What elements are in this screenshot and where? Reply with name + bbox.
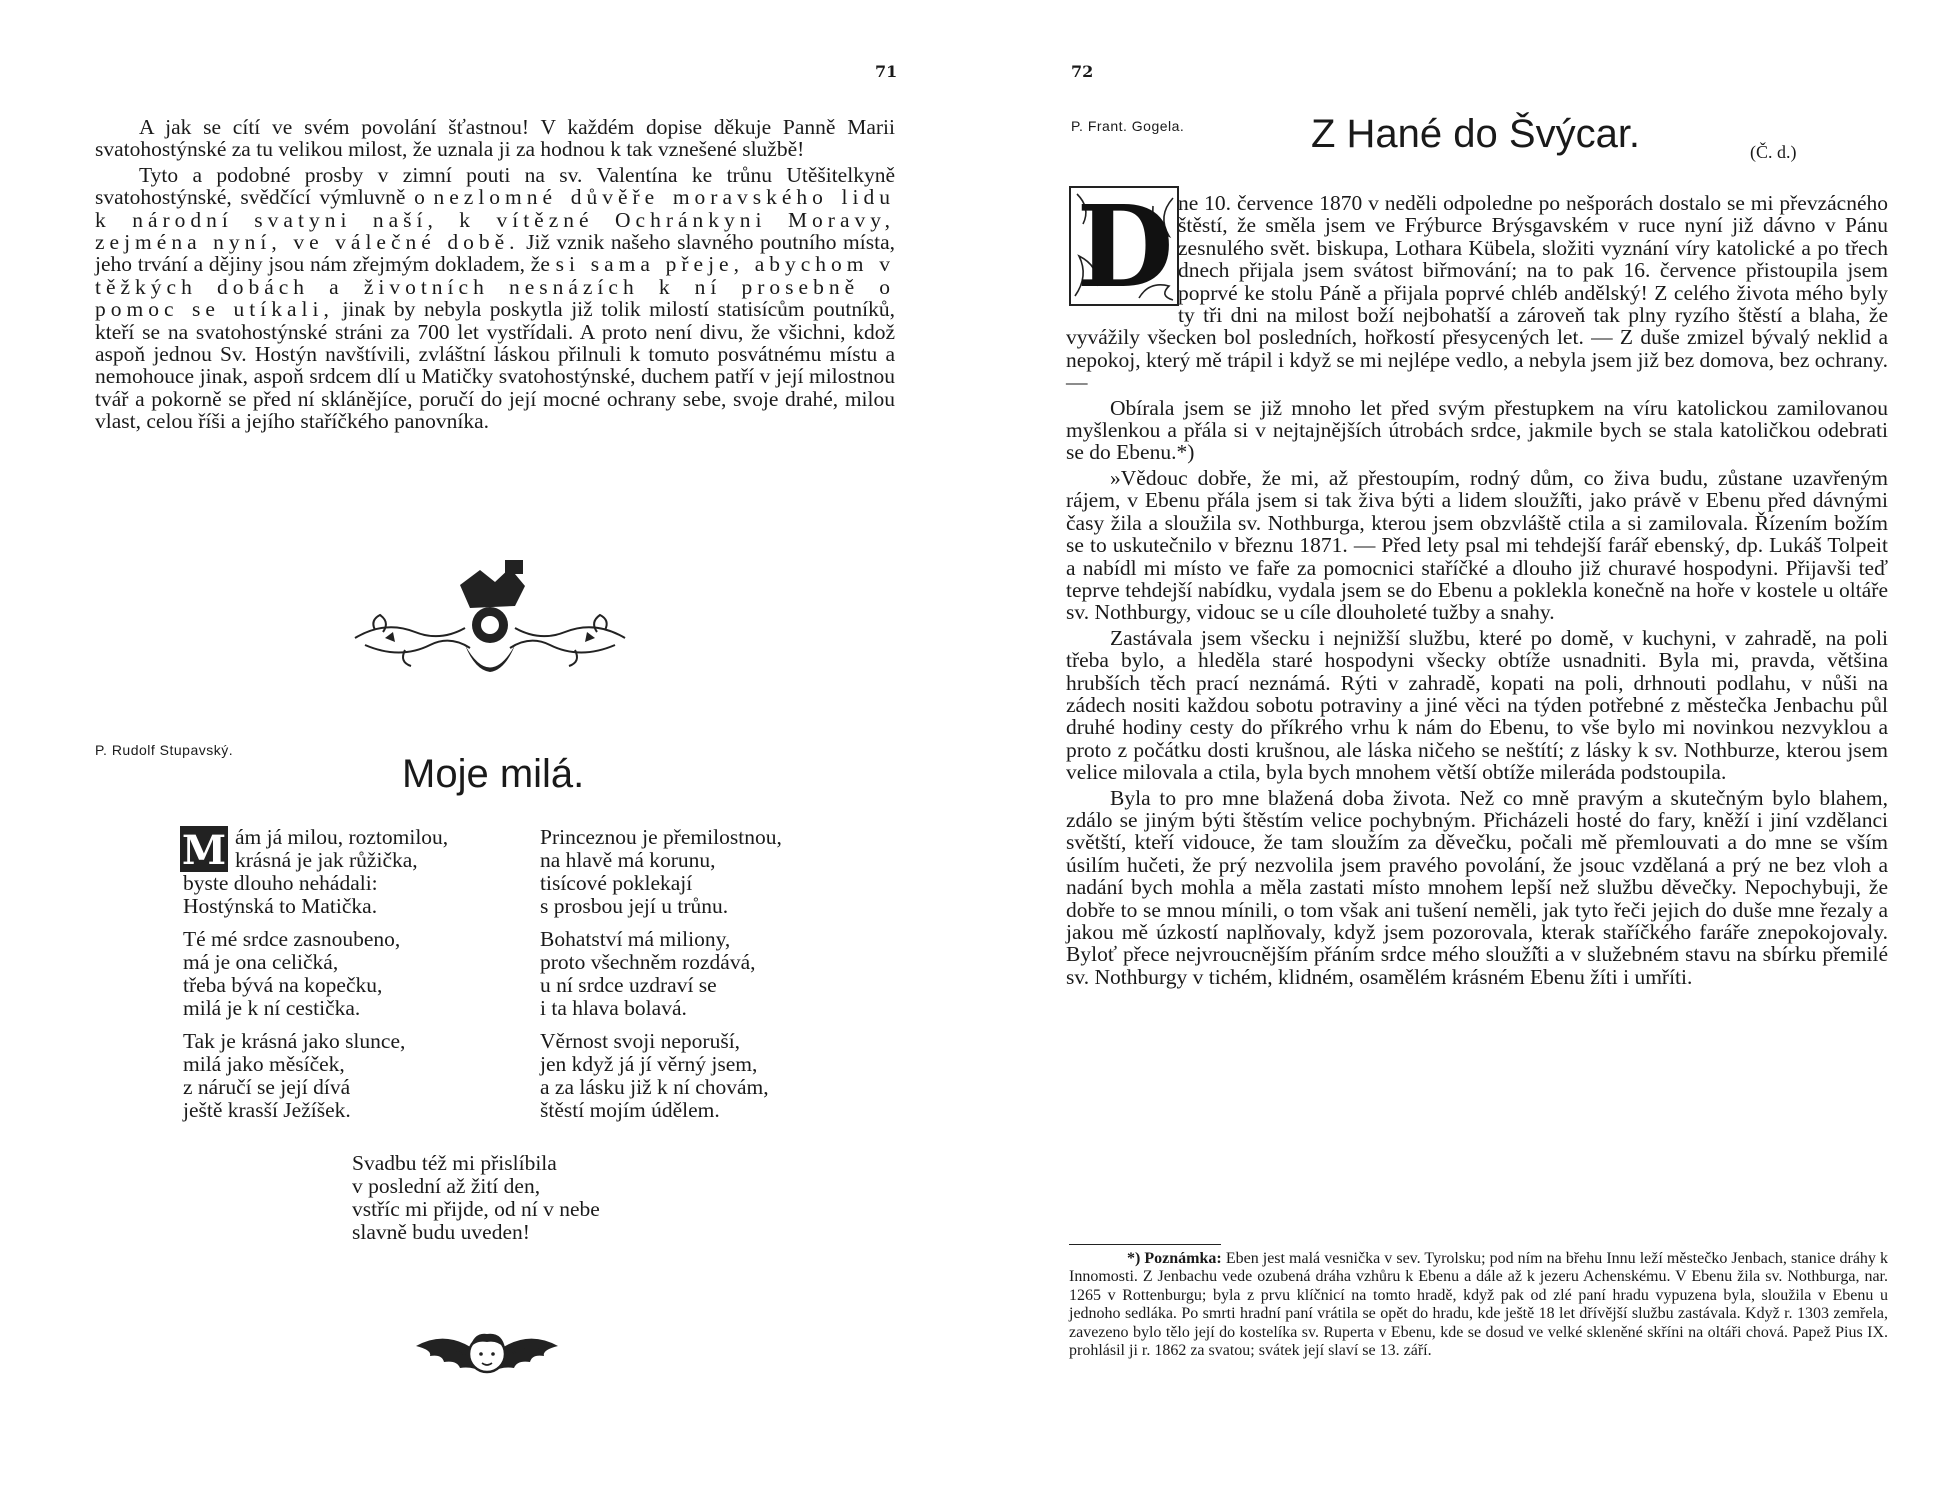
text-run: Již vznik našeho slavného poutního místa, jeho trvání a dějiny jsou nám zřejmým dokladem, že xyxy=(95,230,895,277)
verse-line: ám já milou, roztomilou, xyxy=(235,825,449,849)
verse-line: na hlavě má korunu, xyxy=(540,848,716,872)
verse-line: Tak je krásná jako slunce, xyxy=(183,1029,406,1053)
paragraph: Obírala jsem se již mnoho let před svým přestupkem na víru katolickou zamilovanou myšlenkou a přála si v nejtajnějších útrobách srdce, jakmile bych se stala katoličkou odebrati se do Ebenu.*) xyxy=(1066,395,1888,465)
verse-line: štěstí mojím údělem. xyxy=(540,1098,720,1122)
paragraph: Zastávala jsem všecku i nejnižší službu, které po domě, v kuchyni, v zahradě, na poli třeba bylo, a hleděla staré hospodyni všecky obtíže usnadniti. Byla mi, pravda, většina hrubších těch prací neznámá. Rýti v zahradě, kopati na poli, drhnouti podlahu, v nůši na zádech nositi každou sobotu potraviny a jiné věci na týden potřebné z městečka Jenbachu půl druhé hodiny cesty do příkrého vrhu k nám do Ebenu, to vše bylo mi novinkou nezvyklou a proto z počátku dosti krušnou, ale láska ničeho se neštítí; z lásky k sv. Nothburze, kterou jsem velice milovala a ctila, byla bych mnohem větší obtíže mileráda podstoupila. xyxy=(1066,625,1888,785)
paragraph xyxy=(1066,192,1888,394)
paragraph xyxy=(95,164,895,433)
verse-line: vstříc mi přijde, od ní v nebe xyxy=(352,1197,600,1221)
verse-line: proto všechněm rozdává, xyxy=(540,950,756,974)
poem-final-stanza xyxy=(352,1152,682,1244)
prose-block xyxy=(95,116,895,436)
stanza xyxy=(540,826,870,918)
verse-line: Princeznou je přemilostnou, xyxy=(540,825,782,849)
spaced-text-run: nezlomné důvěře moravského lidu k národní svatyni naší, k vítězné Ochránkyni Moravy, zejména nyní, ve válečné době. xyxy=(95,185,895,255)
dropcap-d-icon xyxy=(1069,186,1179,306)
poem-title: Moje milá. xyxy=(402,752,585,796)
verse-line: slavně budu uveden! xyxy=(352,1220,530,1244)
verse-line: i ta hlava bolavá. xyxy=(540,996,687,1020)
verse-line: ještě krasší Ježíšek. xyxy=(183,1098,351,1122)
verse-line: Věrnost svoji neporuší, xyxy=(540,1029,741,1053)
verse-line: tisícové poklekají xyxy=(540,871,693,895)
ornament-vignette xyxy=(345,550,635,700)
stanza xyxy=(183,826,513,918)
verse-line: má je ona celičká, xyxy=(183,950,339,974)
cherub-vignette xyxy=(412,1316,562,1394)
poem-column-right xyxy=(540,826,870,1132)
verse-line: Bohatství má miliony, xyxy=(540,927,731,951)
continuation-mark: (Č. d.) xyxy=(1750,142,1797,162)
paragraph: Byla to pro mne blažená doba života. Než co mně pravým a skutečným bylo blahem, zdálo se jiným býti štěstím velice pochybným. Přicházeli hosté do fary, kněží i jiní vzdělanci světští, kteří vidouce, že tam sloužím za děvečku, počali mě přemlouvati a do mne se vším úsilím hučeti, že prý nezvolila jsem pravého povolání, že jsouc vzdělaná a prý ne bez vloh a nadání bych mohla a měla zastati místo mnohem lepší než službu děvečky. Nepochybuji, že dobře to se mnou mínili, o tom však ani tušení neměli, jak tyto řeči jejich do duše mne řezaly a jakou mě úzkostí naplňovaly, když jsem pozorovala, kterak staříčkého faráře znepokojovaly. Byloť přece nejvroucnějším přáním srdce mého slouží̌ti a v služebném stavu na sbírku přemilé sv. Nothburgy v tichém, klidném, osamělém krásném Ebenu žíti i umříti. xyxy=(1066,785,1888,989)
poem-author: P. Rudolf Stupavský. xyxy=(95,742,234,758)
text-run: jinak by nebyla poskytla již tolik milostí statisícům poutníků, kteří se na svatohostýnské stráni za 700 let vystřídali. A proto není divu, že všichni, kdož aspoň jednou Sv. Hostýn navštívili, zvláštní láskou přilnuli k tomuto posvátnému místu a nemohouce jinak, aspoň srdcem dlí u Matičky svatohostýnské, duchem patří v její milostnou tvář a pokorně se před ní sklánějíce, poručí do její mocné ochrany sebe, svoje drahé, milou vlast, celou říši a jejího staříčkého panovníka. xyxy=(95,297,895,434)
verse-line: byste dlouho nehádali: xyxy=(183,871,378,895)
verse-line: jen když já jí věrný jsem, xyxy=(540,1052,758,1076)
article-author: P. Frant. Gogela. xyxy=(1071,118,1185,134)
footnote-label: *) Poznámka: xyxy=(1127,1250,1222,1267)
article-title: Z Hané do Švýcar. xyxy=(1311,112,1641,156)
verse-line: Svadbu též mi přislíbila xyxy=(352,1151,557,1175)
footnote-rule xyxy=(1069,1244,1221,1245)
poem-column-left xyxy=(183,826,513,1132)
text-run: Tyto a podobné prosby v zimní pouti na sv. Valentína ke trůnu Utěšitelkyně svatohostýnské, svědčící výmluvně o xyxy=(95,162,895,210)
article-body xyxy=(1066,192,1888,991)
page-number: 72 xyxy=(1071,62,1094,81)
verse-line: třeba bývá na kopečku, xyxy=(183,973,383,997)
right-page xyxy=(973,0,1946,1500)
footnote-text: Eben jest malá vesnička v sev. Tyrolsku; pod ním na břehu Innu leží městečko Jenbach, stanice dráhy k Innomosti. Z Jenbachu vede ozubená dráha vzhůru k Ebenu a dále až k jezeru Achenskému. V Ebenu žila sv. Nothburga, nar. 1265 v Rottenburgu; byla z prvu klíčnicí na tomto hradě, když pak od zlé paní hradu vypuzena byla, sloužila v Ebenu u jednoho sedláka. Po smrti hradní paní vrátila se opět do hradu, kde ještě 18 let dřívější službu zastávala. Když r. 1303 zemřela, zavezeno bylo tělo její do kostelíka sv. Ruperta v Ebenu, kde se dosud ve velké skleněné skříni na oltáři chová. Papež Pius IX. prohlásil ji r. 1862 za svatou; svátek její slaví se 13. září. xyxy=(1069,1250,1888,1360)
verse-line: Hostýnská to Matička. xyxy=(183,894,378,918)
footnote-paragraph xyxy=(1069,1250,1888,1360)
verse-line: v poslední až žití den, xyxy=(352,1174,541,1198)
page-number: 71 xyxy=(875,62,898,81)
verse-line: milá jako měsíček, xyxy=(183,1052,345,1076)
paragraph: A jak se cítí ve svém povolání šťastnou! V každém dopise děkuje Panně Marii svatohostýnské za tu velikou milost, že uznala ji za hodnou k tak vznešené službě! xyxy=(95,115,895,162)
spaced-text-run: si sama přeje, abychom v těžkých dobách a životních nesnázích k ní prosebně o pomoc se utíkali, xyxy=(95,252,896,322)
verse-line: s prosbou její u trůnu. xyxy=(540,894,729,918)
paragraph: »Vědouc dobře, že mi, až přestoupím, rodný dům, co živa budu, zůstane uzavřeným rájem, v Ebenu přála jsem si tak živa býti a lidem slouží̌ti, jako právě v Ebenu před dávnými časy žila a sloužila sv. Nothburga, kterou jsem obzvláště ctila a si zamilovala. Řízením božím se to uskutečnilo v březnu 1871. — Před lety psal mi tehdejší farář ebenský, dp. Lukáš Tolpeit a nabídl mi místo ve faře za pomocnici staříčké a dlouho již churavé hospodyni. Přijavši teď teprve tehdejší nabídku, vydala jsem se do Ebenu a poklekla konečně na hoře v kostele u oltáře sv. Nothburgy, vidouc se u cíle dlouholeté tužby a snahy. xyxy=(1066,465,1888,625)
verse-line: milá je k ní cestička. xyxy=(183,996,361,1020)
footnote xyxy=(1069,1250,1888,1360)
stanza xyxy=(540,1030,870,1122)
verse-line: u ní srdce uzdraví se xyxy=(540,973,717,997)
stanza xyxy=(183,1030,513,1122)
stanza xyxy=(183,928,513,1020)
dropcap-letter: D xyxy=(1076,186,1174,306)
dropcap-letter: M xyxy=(181,827,227,872)
verse-line: a za lásku již k ní chovám, xyxy=(540,1075,769,1099)
verse-line: krásná je jak růžička, xyxy=(235,848,418,872)
verse-line: z náručí se její dívá xyxy=(183,1075,351,1099)
text-run: ne 10. července 1870 v neděli odpoledne po nešporách dostalo se mi převzácného štěstí, že směla jsem ve Frýburce Brýsgavském v ruce nyní již dávno v Pánu zesnulého svět. biskupa, Lothara Kübela, složiti vyznání víry katolické a po třech dnech přijala jsem svátost biřmování; na to pak 16. července přistoupila jsem poprvé ke stolu Páně a přijala poprvé chléb andělský! Z celého života mého byly ty tři dni na milost boží nejbohatší a zároveň tak plny ryzího štěstí a blaha, že vyvážily všecken bol posledních, hořkostí přesycených let. — Z duše zmizel bývalý neklid a nepokoj, který mě trápil i když se mi nejlépe vedlo, a nebyla jsem již bez domova, bez ochrany. — xyxy=(1066,191,1888,395)
stanza xyxy=(540,928,870,1020)
verse-line: Té mé srdce zasnoubeno, xyxy=(183,927,401,951)
